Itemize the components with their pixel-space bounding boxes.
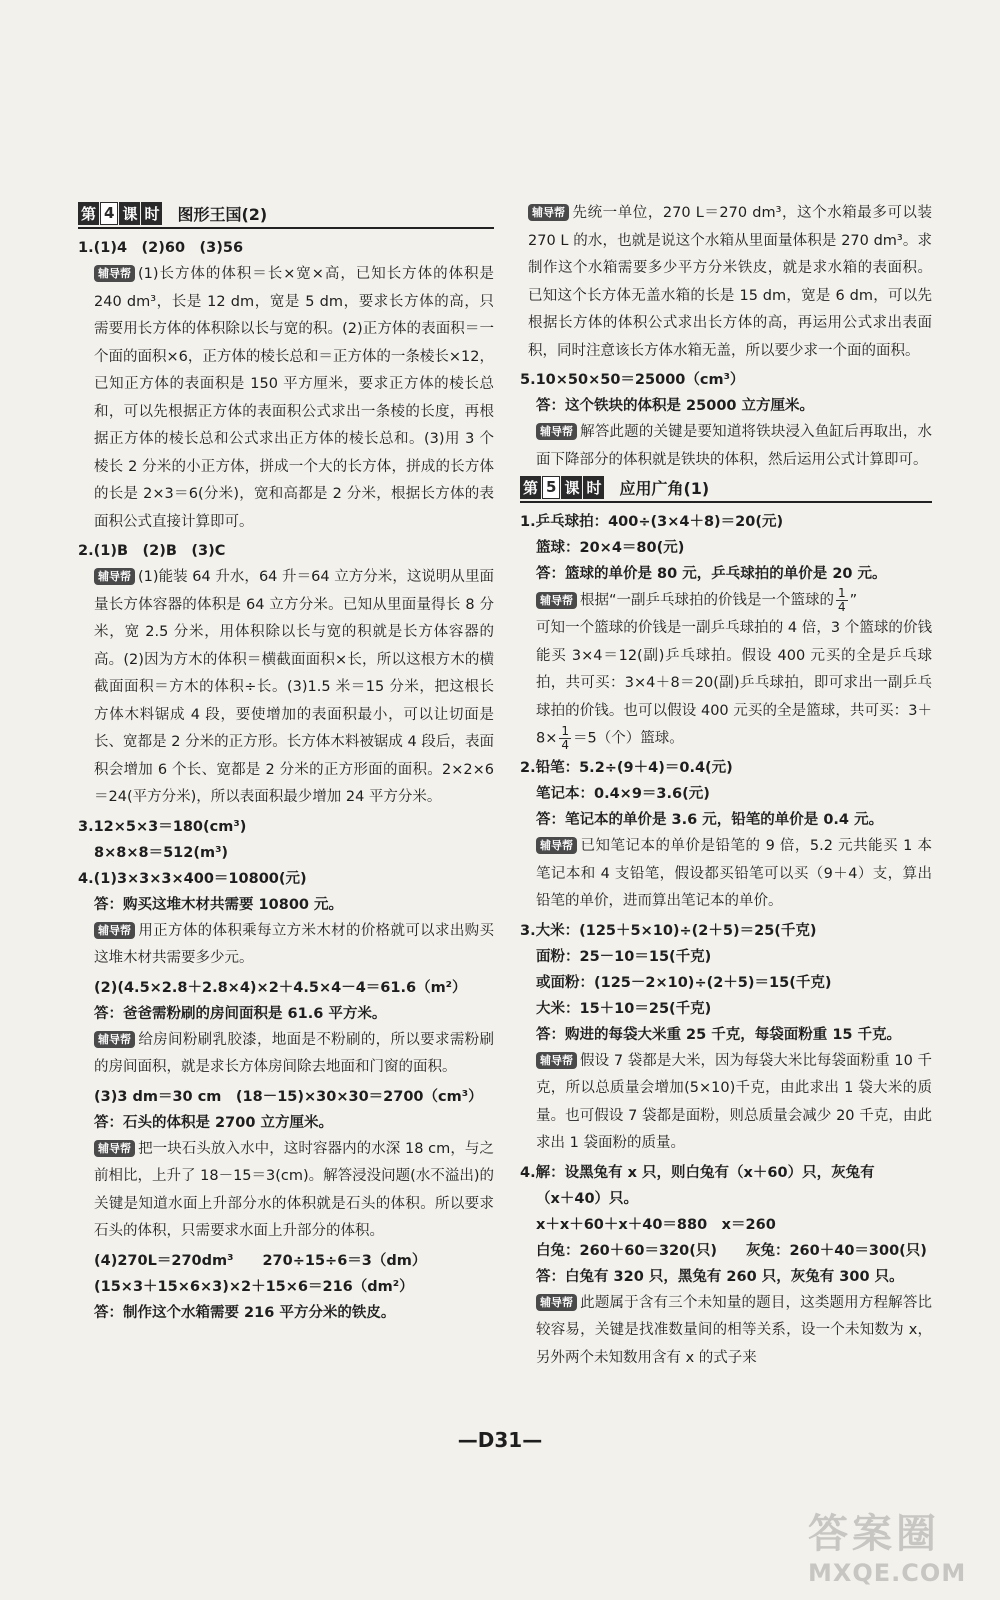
helper-badge: 辅导帮 <box>94 265 135 282</box>
watermark-domain: MXQE.COM <box>808 1559 967 1587</box>
p2-line-1: 2.铅笔：5.2÷(9＋4)＝0.4(元) <box>520 760 733 776</box>
p3-helper: 辅导帮 假设 7 袋都是大米，因为每袋大米比每袋面粉重 10 千克，所以总质量会增加(5×10)千克，由此求出 1 袋大米的质量。也可假设 7 袋都是面粉，则总质量会减少 20 千克，由此求出 1 袋面粉的质量。 <box>536 1052 932 1151</box>
helper-badge: 辅导帮 <box>528 204 569 221</box>
helper-badge: 辅导帮 <box>536 423 577 440</box>
p3-answer: 答：购进的每袋大米重 25 千克，每袋面粉重 15 千克。 <box>536 1026 902 1043</box>
q4-2-helper: 辅导帮 给房间粉刷乳胶漆，地面是不粉刷的，所以要求需粉刷的房间面积，就是求长方体房间除去地面和门窗的面积。 <box>94 1031 494 1075</box>
lesson-5-tag: 第 5 课 时 <box>520 476 605 499</box>
lesson-5-title: 应用广角(1) <box>619 479 710 498</box>
q1-answer: 1.(1)4 (2)60 (3)56 <box>78 240 244 256</box>
q2-answer: 2.(1)B (2)B (3)C <box>78 543 226 559</box>
site-watermark <box>808 1502 978 1594</box>
right-column <box>520 200 932 1374</box>
fraction-one-quarter: $\frac{1}{4}$ <box>561 724 570 752</box>
q4-3-helper: 辅导帮 把一块石头放入水中，这时容器内的水深 18 cm，与之前相比，上升了 18－15＝3(cm)。解答浸没问题(水不溢出)的关键是知道水面上升部分水的体积就是石头的体积。所以要求石头的体积，只需要求水面上升部分的体积。 <box>94 1140 494 1239</box>
p4-equation: x＋x＋60＋x＋40＝880 x＝260 <box>536 1216 776 1233</box>
p1-line-2: 篮球：20×4＝80(元) <box>536 540 685 556</box>
q2-helper: 辅导帮 (1)能装 64 升水，64 升＝64 立方分米，这说明从里面量长方体容器的体积是 64 立方分米。已知从里面量得长 8 分米，宽 2.5 分米，用体积除以长与宽的积就是长方体容器的高。(2)因为方木的体积＝横截面面积×长，所以这根方木的横截面面积＝方木的体积÷长。(3)1.5 米＝15 分米，把这根长方体木料锯成 4 段，要使增加的表面积最小，可以让切面是长、宽都是 2 分米的正方形。长方体木料被锯成 4 段后，表面积会增加 6 个长、宽都是 2 分米的正方形面的面积。2×2×6＝24(平方分米)，所以表面积最少增加 24 平方分米。 <box>94 569 494 805</box>
lesson-4-title: 图形王国(2) <box>177 205 268 224</box>
q4-4-formula-1: (4)270L＝270dm³ 270÷15÷6＝3（dm） <box>94 1252 427 1269</box>
lesson-4-header <box>78 202 494 229</box>
q4-2-formula: (2)(4.5×2.8＋2.8×4)×2＋4.5×4－4＝61.6（m²） <box>94 979 467 996</box>
helper-badge: 辅导帮 <box>536 1294 577 1311</box>
p3-line-2: 面粉：25－10＝15(千克) <box>536 948 712 965</box>
lesson-4-tag: 第 4 课 时 <box>78 202 163 225</box>
fraction-one-quarter: $\frac{1}{4}$ <box>838 586 846 614</box>
p2-line-2: 笔记本：0.4×9＝3.6(元) <box>536 786 710 802</box>
q4-3-answer: 答：石头的体积是 2700 立方厘米。 <box>94 1114 333 1131</box>
helper-badge: 辅导帮 <box>536 1052 577 1069</box>
q4-1-answer: 答：购买这堆木材共需要 10800 元。 <box>94 896 344 913</box>
helper-badge: 辅导帮 <box>536 837 577 854</box>
q4-4-formula-2: (15×3＋15×6×3)×2＋15×6＝216（dm²） <box>94 1278 414 1295</box>
p3-line-1: 3.大米：(125＋5×10)÷(2＋5)＝25(千克) <box>520 922 817 939</box>
p3-line-4: 大米：15＋10＝25(千克) <box>536 1000 712 1017</box>
p4-line-4: 白兔：260＋60＝320(只) 灰兔：260＋40＝300(只) <box>536 1242 927 1259</box>
page-number: —D31— <box>457 1428 543 1452</box>
p1-line-1: 1.乒乓球拍：400÷(3×4＋8)＝20(元) <box>520 514 784 530</box>
p4-line-2: （x＋40）只。 <box>536 1190 639 1207</box>
p2-answer: 答：笔记本的单价是 3.6 元，铅笔的单价是 0.4 元。 <box>536 812 884 828</box>
p1-answer: 答：篮球的单价是 80 元，乒乓球拍的单价是 20 元。 <box>536 566 887 582</box>
q3-line-2: 8×8×8＝512(m³) <box>94 844 229 861</box>
helper-badge: 辅导帮 <box>94 568 135 585</box>
helper-badge: 辅导帮 <box>94 1031 135 1048</box>
p4-answer: 答：白兔有 320 只，黑兔有 260 只，灰兔有 300 只。 <box>536 1268 904 1285</box>
q4-2-answer: 答：爸爸需粉刷的房间面积是 61.6 平方米。 <box>94 1005 387 1022</box>
watermark-logo-text: 答案圈 <box>808 1511 940 1557</box>
q4-3-formula: (3)3 dm＝30 cm (18－15)×30×30＝2700（cm³） <box>94 1088 483 1105</box>
p1-helper: 辅导帮 根据“一副乒乓球拍的价钱是一个篮球的 $\frac{1}{4}$ ” 可知一个篮球的价钱是一副乒乓球拍的 4 倍，3 个篮球的价钱能买 3×4＝12(副)乒乓球拍。假设 400 元买的全是乒乓球拍，共可买：3×4＋8＝20(副)乒乓球拍，即可求出一副乒乓球拍的价钱。也可以假设 400 元买的全是篮球，共可买：3＋8× $\frac{1}{4}$ ＝5（个）篮球。 <box>536 586 932 752</box>
q4-1-formula: 4.(1)3×3×3×400＝10800(元) <box>78 870 307 887</box>
q4-4-helper: 辅导帮 先统一单位，270 L＝270 dm³，这个水箱最多可以装 270 L 的水，也就是说这个水箱从里面量体积是 270 dm³。求制作这个水箱需要多少平方分米铁皮，就是求水箱的表面积。已知这个长方体无盖水箱的长是 15 dm，宽是 6 dm，可以先根据长方体的体积公式求出长方体的高，再运用公式求出表面积，同时注意该长方体水箱无盖，所以要少求一个面的面积。 <box>528 205 932 359</box>
q5-helper: 辅导帮 解答此题的关键是要知道将铁块浸入鱼缸后再取出，水面下降部分的体积就是铁块的体积，然后运用公式计算即可。 <box>536 424 932 468</box>
q4-4-answer: 答：制作这个水箱需要 216 平方分米的铁皮。 <box>94 1304 396 1321</box>
p4-line-1: 4.解：设黑兔有 x 只，则白兔有（x＋60）只，灰兔有 <box>520 1164 875 1181</box>
left-column <box>78 200 494 1326</box>
helper-badge: 辅导帮 <box>536 592 577 609</box>
q3-line-1: 3.12×5×3＝180(cm³) <box>78 818 247 835</box>
q5-formula: 5.10×50×50＝25000（cm³） <box>520 372 745 388</box>
p3-line-3: 或面粉：(125－2×10)÷(2＋5)＝15(千克) <box>536 974 832 991</box>
helper-badge: 辅导帮 <box>94 922 135 939</box>
q5-answer: 答：这个铁块的体积是 25000 立方厘米。 <box>536 398 815 414</box>
q4-1-helper: 辅导帮 用正方体的体积乘每立方米木材的价格就可以求出购买这堆木材共需要多少元。 <box>94 922 494 966</box>
p2-helper: 辅导帮 已知笔记本的单价是铅笔的 9 倍，5.2 元共能买 1 本笔记本和 4 支铅笔，假设都买铅笔可以买（9＋4）支，算出铅笔的单价，进而算出笔记本的单价。 <box>536 838 932 909</box>
p4-helper: 辅导帮 此题属于含有三个未知量的题目，这类题用方程解答比较容易，关键是找准数量间的相等关系，设一个未知数为 x，另外两个未知数用含有 x 的式子来 <box>536 1294 932 1366</box>
lesson-5-header <box>520 476 932 503</box>
helper-badge: 辅导帮 <box>94 1140 135 1157</box>
q1-helper: 辅导帮 (1)长方体的体积＝长×宽×高，已知长方体的体积是 240 dm³，长是 12 dm，宽是 5 dm，要求长方体的高，只需要用长方体的体积除以长与宽的积。(2)正方体的表面积＝一个面的面积×6，正方体的棱长总和＝正方体的一条棱长×12，已知正方体的表面积是 150 平方厘米，要求正方体的棱长总和，可以先根据正方体的表面积公式求出一条棱的长度，再根据正方体的棱长总和公式求出正方体的棱长总和。(3)用 3 个棱长 2 分米的小正方体，拼成一个大的长方体，拼成的长方体的长是 2×3＝6(分米)，宽和高都是 2 分米，根据长方体的表面积公式直接计算即可。 <box>94 266 494 530</box>
